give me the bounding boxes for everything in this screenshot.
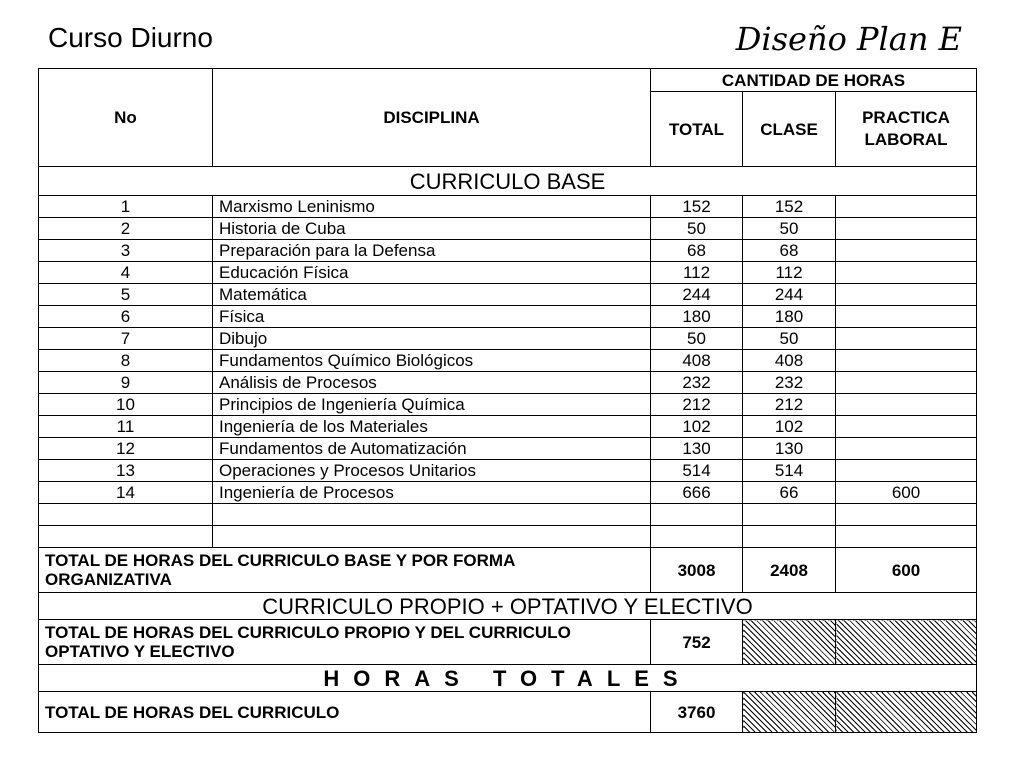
- hatched-cell: [743, 692, 836, 733]
- row-clase: 130: [743, 438, 836, 460]
- row-number: 11: [39, 416, 213, 438]
- row-total: 112: [651, 262, 743, 284]
- row-practica: [836, 416, 977, 438]
- total-base-clase: 2408: [743, 548, 836, 593]
- row-clase: 180: [743, 306, 836, 328]
- row-clase: 408: [743, 350, 836, 372]
- table-row: [39, 262, 977, 284]
- empty-cell: [651, 526, 743, 548]
- total-propio-label: TOTAL DE HORAS DEL CURRICULO PROPIO Y DEL CURRICULO OPTATIVO Y ELECTIVO: [39, 620, 651, 665]
- row-practica: [836, 372, 977, 394]
- section-base: CURRICULO BASE: [39, 167, 977, 196]
- row-clase: 66: [743, 482, 836, 504]
- row-total: 102: [651, 416, 743, 438]
- row-practica: [836, 350, 977, 372]
- row-clase: 50: [743, 218, 836, 240]
- table-row: [39, 482, 977, 504]
- row-discipline: Educación Física: [213, 262, 651, 284]
- table-row: [39, 218, 977, 240]
- row-practica: [836, 196, 977, 218]
- empty-cell: [743, 504, 836, 526]
- header-no: No: [39, 69, 213, 167]
- row-number: 10: [39, 394, 213, 416]
- row-practica: [836, 328, 977, 350]
- row-clase: 152: [743, 196, 836, 218]
- total-base-practica: 600: [836, 548, 977, 593]
- table-row: [39, 306, 977, 328]
- row-total: 50: [651, 218, 743, 240]
- row-practica: [836, 240, 977, 262]
- header-practica: PRACTICA LABORAL: [836, 92, 977, 167]
- row-clase: 102: [743, 416, 836, 438]
- row-total: 212: [651, 394, 743, 416]
- discipline-rows: [39, 196, 977, 504]
- row-number: 3: [39, 240, 213, 262]
- table-row: [39, 394, 977, 416]
- section-propio: CURRICULO PROPIO + OPTATIVO Y ELECTIVO: [39, 593, 977, 620]
- header-hours-group: CANTIDAD DE HORAS: [651, 69, 977, 92]
- row-total: 180: [651, 306, 743, 328]
- table-row: [39, 284, 977, 306]
- row-practica: [836, 306, 977, 328]
- empty-cell: [836, 504, 977, 526]
- empty-cell: [213, 526, 651, 548]
- row-practica: [836, 218, 977, 240]
- section-horas-totales: HORAS TOTALES: [39, 665, 977, 692]
- empty-cell: [836, 526, 977, 548]
- row-total: 232: [651, 372, 743, 394]
- table-row: [39, 328, 977, 350]
- row-total: 130: [651, 438, 743, 460]
- hatched-cell: [743, 620, 836, 665]
- row-discipline: Análisis de Procesos: [213, 372, 651, 394]
- row-number: 9: [39, 372, 213, 394]
- table-row: [39, 460, 977, 482]
- table-row: [39, 372, 977, 394]
- row-discipline: Ingeniería de Procesos: [213, 482, 651, 504]
- design-plan-label: Diseño Plan E: [735, 20, 962, 58]
- table-row: [39, 196, 977, 218]
- row-number: 14: [39, 482, 213, 504]
- curriculum-table: [38, 68, 977, 733]
- total-base-label: TOTAL DE HORAS DEL CURRICULO BASE Y POR FORMA ORGANIZATIVA: [39, 548, 651, 593]
- row-number: 4: [39, 262, 213, 284]
- row-clase: 50: [743, 328, 836, 350]
- row-number: 2: [39, 218, 213, 240]
- empty-cell: [39, 526, 213, 548]
- total-propio-total: 752: [651, 620, 743, 665]
- row-number: 1: [39, 196, 213, 218]
- table-row: [39, 416, 977, 438]
- hatched-cell: [836, 620, 977, 665]
- header-discipline: DISCIPLINA: [213, 69, 651, 167]
- row-practica: 600: [836, 482, 977, 504]
- row-number: 6: [39, 306, 213, 328]
- row-discipline: Preparación para la Defensa: [213, 240, 651, 262]
- row-clase: 68: [743, 240, 836, 262]
- empty-cell: [213, 504, 651, 526]
- row-discipline: Fundamentos de Automatización: [213, 438, 651, 460]
- hatched-cell: [836, 692, 977, 733]
- row-number: 8: [39, 350, 213, 372]
- row-number: 5: [39, 284, 213, 306]
- row-clase: 514: [743, 460, 836, 482]
- row-practica: [836, 262, 977, 284]
- row-total: 408: [651, 350, 743, 372]
- row-clase: 232: [743, 372, 836, 394]
- row-discipline: Marxismo Leninismo: [213, 196, 651, 218]
- row-discipline: Física: [213, 306, 651, 328]
- row-practica: [836, 394, 977, 416]
- row-number: 13: [39, 460, 213, 482]
- table-row: [39, 438, 977, 460]
- row-discipline: Principios de Ingeniería Química: [213, 394, 651, 416]
- row-clase: 112: [743, 262, 836, 284]
- total-base-total: 3008: [651, 548, 743, 593]
- row-discipline: Matemática: [213, 284, 651, 306]
- row-number: 12: [39, 438, 213, 460]
- empty-cell: [743, 526, 836, 548]
- row-discipline: Ingeniería de los Materiales: [213, 416, 651, 438]
- row-discipline: Historia de Cuba: [213, 218, 651, 240]
- row-total: 244: [651, 284, 743, 306]
- total-curriculo-label: TOTAL DE HORAS DEL CURRICULO: [39, 692, 651, 733]
- row-practica: [836, 438, 977, 460]
- row-total: 666: [651, 482, 743, 504]
- row-clase: 212: [743, 394, 836, 416]
- row-total: 152: [651, 196, 743, 218]
- empty-cell: [651, 504, 743, 526]
- header-total: TOTAL: [651, 92, 743, 167]
- row-number: 7: [39, 328, 213, 350]
- total-curriculo-total: 3760: [651, 692, 743, 733]
- row-discipline: Dibujo: [213, 328, 651, 350]
- row-total: 50: [651, 328, 743, 350]
- row-total: 514: [651, 460, 743, 482]
- row-discipline: Fundamentos Químico Biológicos: [213, 350, 651, 372]
- header-clase: CLASE: [743, 92, 836, 167]
- empty-cell: [39, 504, 213, 526]
- table-row: [39, 240, 977, 262]
- row-discipline: Operaciones y Procesos Unitarios: [213, 460, 651, 482]
- row-total: 68: [651, 240, 743, 262]
- table-row: [39, 350, 977, 372]
- row-practica: [836, 284, 977, 306]
- row-practica: [836, 460, 977, 482]
- page-title: Curso Diurno: [48, 22, 213, 53]
- row-clase: 244: [743, 284, 836, 306]
